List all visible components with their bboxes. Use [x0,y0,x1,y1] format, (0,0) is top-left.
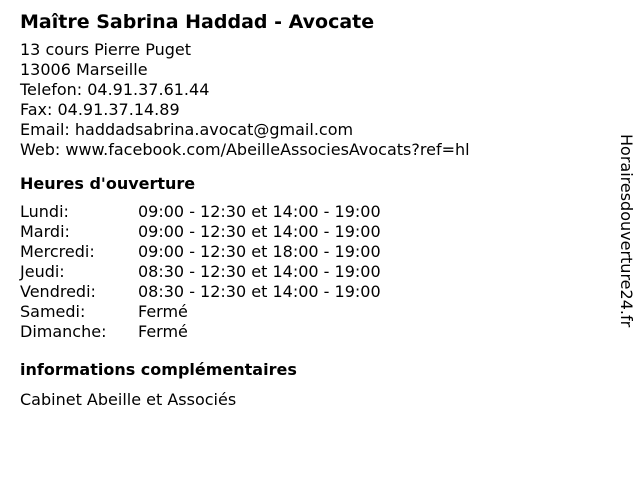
day-label: Lundi: [20,202,69,221]
contact-block [20,40,600,160]
website-url: Web: www.facebook.com/AbeilleAssociesAvocats?ref=hl [20,140,470,159]
address-street: 13 cours Pierre Puget [20,40,191,59]
hours-row-vendredi [20,282,600,302]
opening-hours-heading: Heures d'ouverture [20,174,196,193]
address-city: 13006 Marseille [20,60,148,79]
day-label: Vendredi: [20,282,96,301]
hours-value: 09:00 - 12:30 et 14:00 - 19:00 [138,202,381,221]
business-title: Maître Sabrina Haddad - Avocate [20,11,375,33]
hours-value: 08:30 - 12:30 et 14:00 - 19:00 [138,282,381,301]
additional-info-text: Cabinet Abeille et Associés [20,390,237,409]
hours-value: 08:30 - 12:30 et 14:00 - 19:00 [138,262,381,281]
opening-hours-list [20,202,600,342]
hours-row-lundi [20,202,600,222]
day-label: Jeudi: [20,262,65,281]
day-label: Mardi: [20,222,70,241]
day-label: Samedi: [20,302,86,321]
fax-number: Fax: 04.91.37.14.89 [20,100,180,119]
hours-value: Fermé [138,322,188,341]
hours-value: 09:00 - 12:30 et 14:00 - 19:00 [138,222,381,241]
day-label: Mercredi: [20,242,95,261]
hours-value: 09:00 - 12:30 et 18:00 - 19:00 [138,242,381,261]
hours-row-samedi [20,302,600,322]
hours-value: Fermé [138,302,188,321]
business-card [20,8,600,410]
day-label: Dimanche: [20,322,107,341]
phone-number: Telefon: 04.91.37.61.44 [20,80,210,99]
hours-row-dimanche [20,322,600,342]
additional-info-heading: informations complémentaires [20,360,297,379]
email-address: Email: haddadsabrina.avocat@gmail.com [20,120,354,139]
hours-row-mardi [20,222,600,242]
hours-row-jeudi [20,262,600,282]
hours-row-mercredi [20,242,600,262]
site-watermark: Horairesdouverture24.fr [617,134,636,328]
